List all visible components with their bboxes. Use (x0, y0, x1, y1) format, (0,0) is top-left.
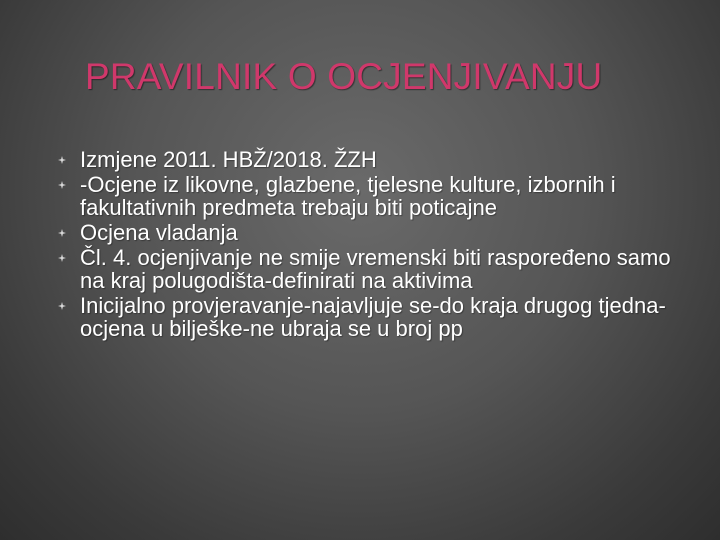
bullet-item (58, 246, 698, 292)
star-bullet-icon (58, 229, 66, 237)
star-bullet-icon (58, 181, 66, 189)
bullet-text: Izmjene 2011. HBŽ/2018. ŽZH (80, 147, 377, 172)
bullet-text: -Ocjene iz likovne, glazbene, tjelesne kulture, izbornih i fakultativnih predmeta trebaju biti poticajne (80, 172, 616, 220)
bullet-item (58, 173, 698, 219)
bullet-text: Ocjena vladanja (80, 220, 238, 245)
bullet-item (58, 148, 698, 171)
bullet-list (58, 148, 698, 342)
star-bullet-icon (58, 302, 66, 310)
bullet-text: Čl. 4. ocjenjivanje ne smije vremenski biti raspoređeno samo na kraj polugodišta-definirati na aktivima (80, 245, 671, 293)
star-bullet-icon (58, 156, 66, 164)
star-bullet-icon (58, 254, 66, 262)
bullet-item (58, 294, 698, 340)
bullet-item (58, 221, 698, 244)
bullet-text: Inicijalno provjeravanje-najavljuje se-do kraja drugog tjedna-ocjena u bilješke-ne ubraja se u broj pp (80, 293, 666, 341)
slide-title: PRAVILNIK O OCJENJIVANJU (85, 56, 603, 97)
